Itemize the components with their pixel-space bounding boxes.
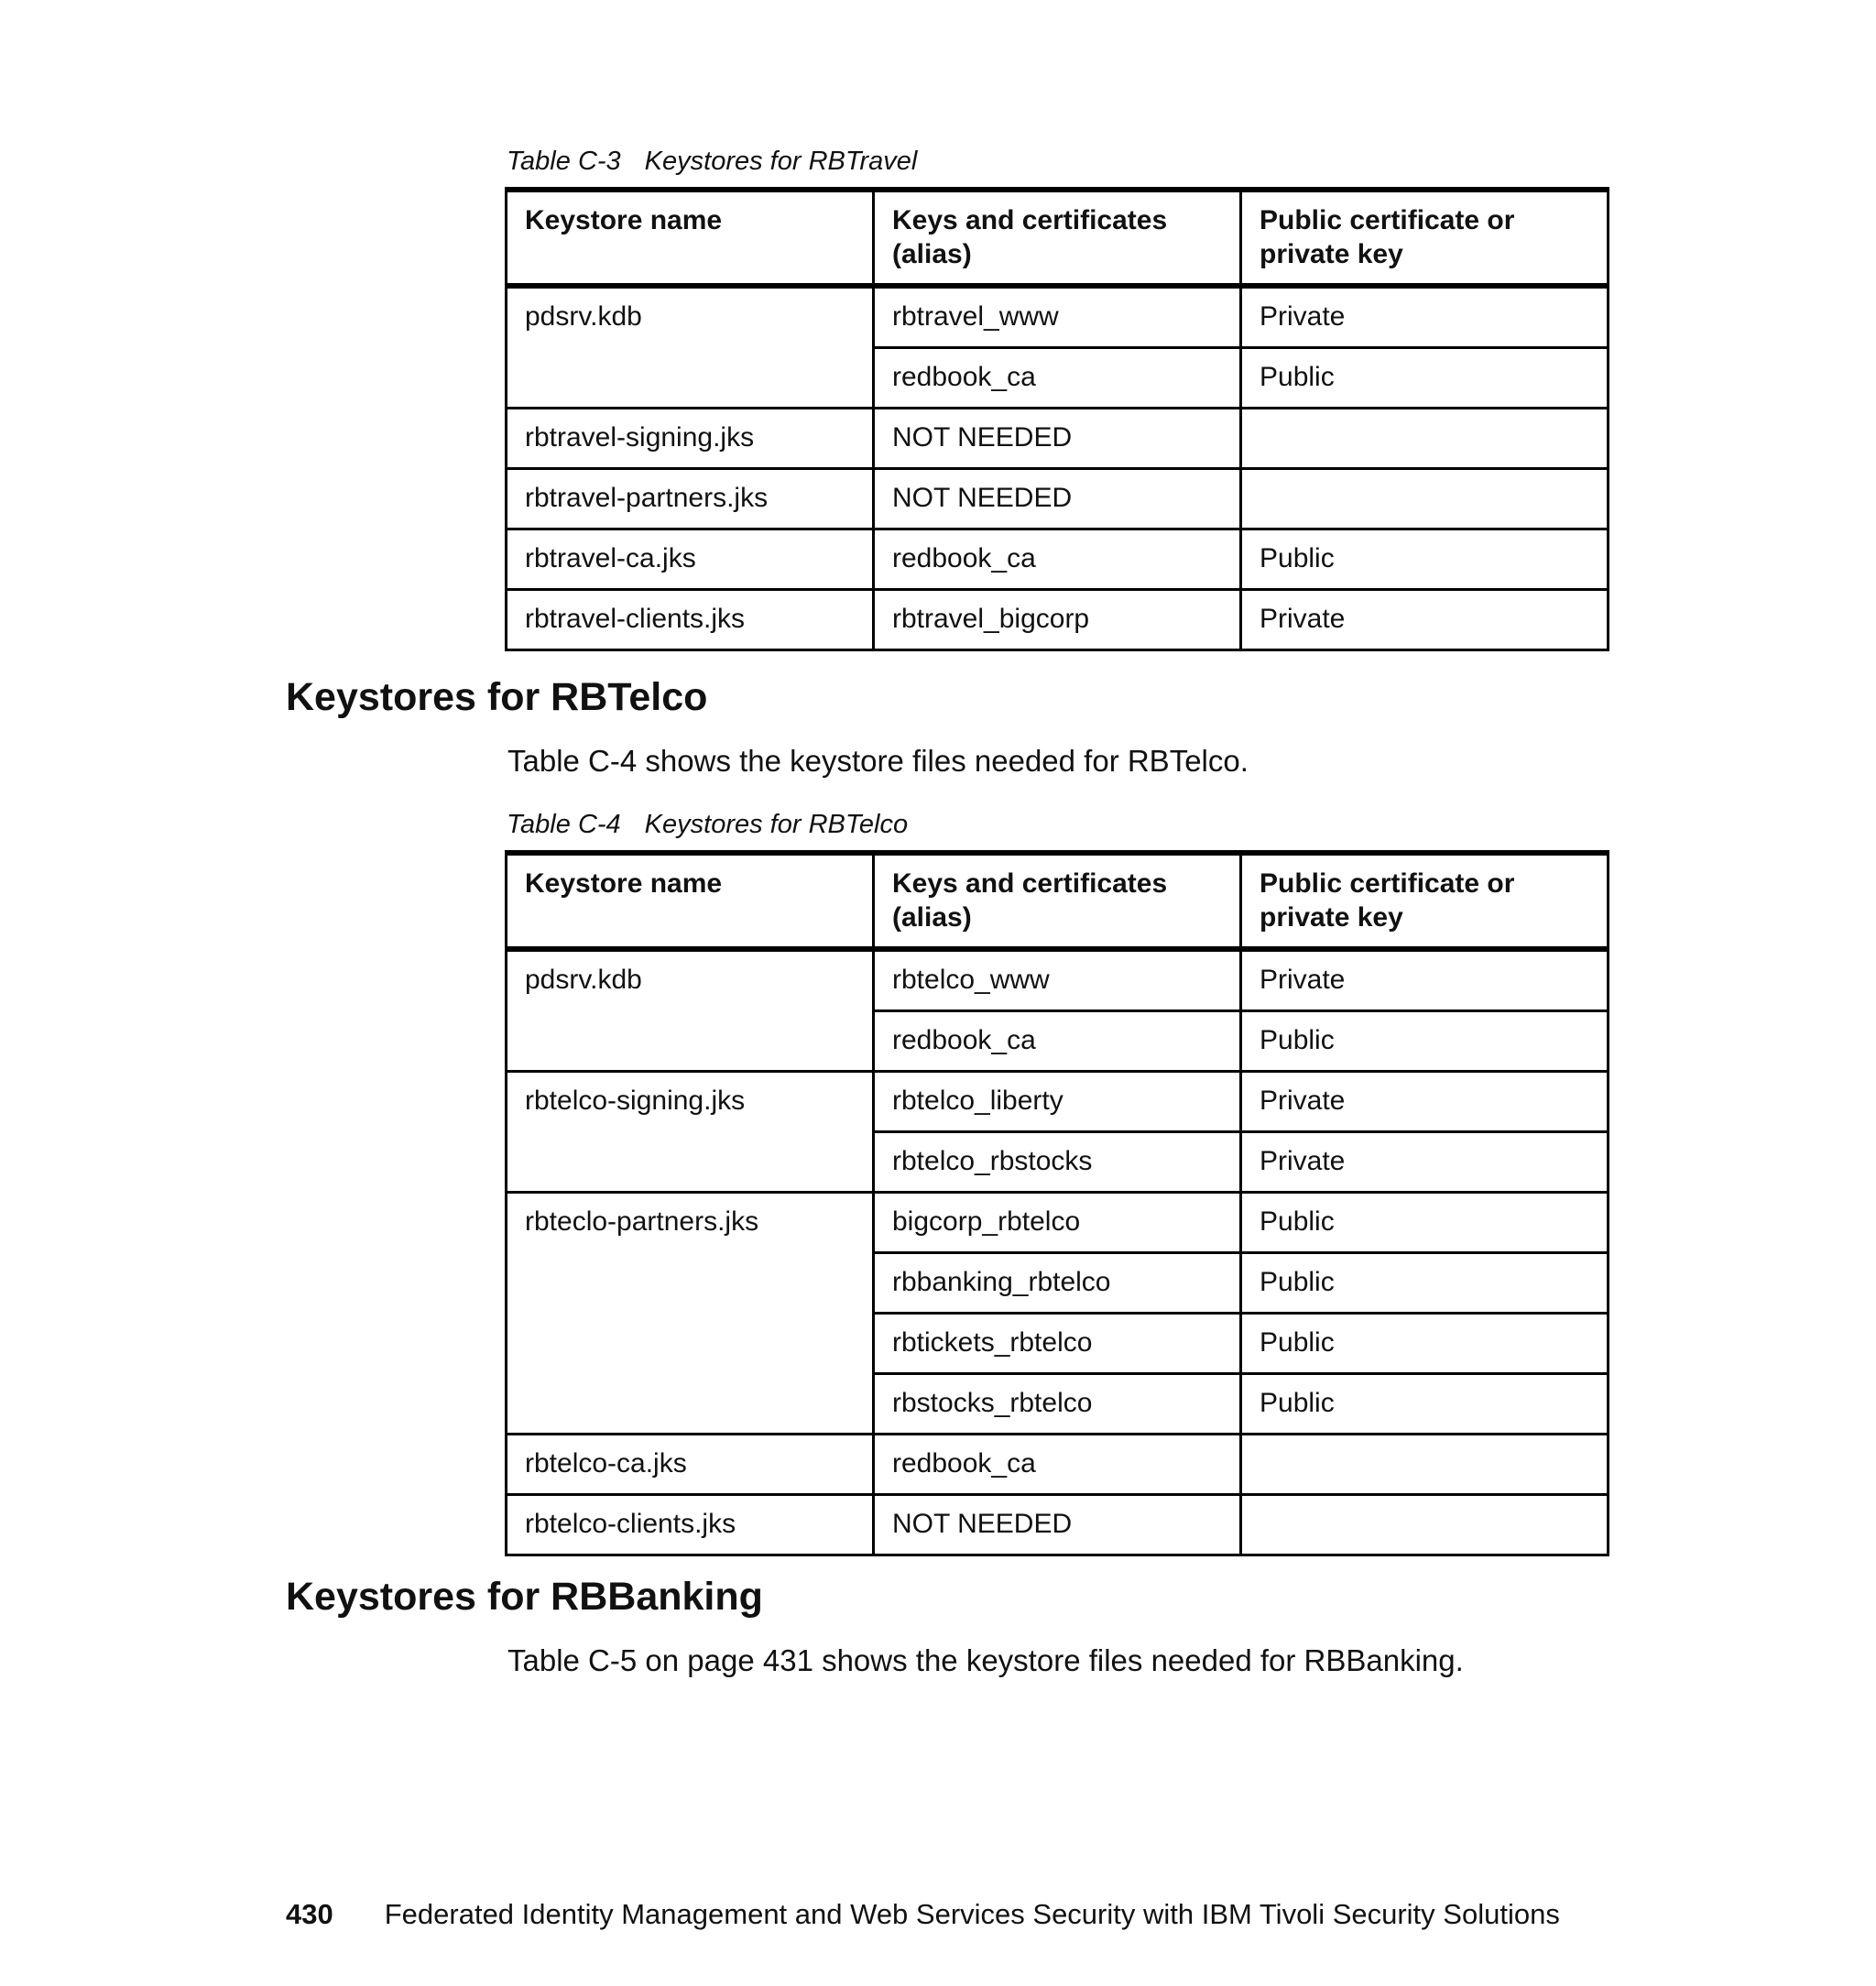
table-row — [507, 469, 1609, 529]
alias-cell: NOT NEEDED — [874, 409, 1241, 469]
alias-cell: rbtickets_rbtelco — [874, 1314, 1241, 1374]
key-type-cell — [1241, 409, 1609, 469]
column-header-keys-and-certificates: Keys and certificates (alias) — [874, 853, 1241, 949]
key-type-cell: Private — [1241, 286, 1609, 348]
table-header-row — [507, 853, 1609, 949]
table-row — [507, 949, 1609, 1011]
table-row — [507, 590, 1609, 650]
table-caption-c4 — [507, 810, 908, 840]
key-type-cell: Private — [1241, 1072, 1609, 1132]
keystore-name-cell: rbtravel-signing.jks — [507, 409, 874, 469]
alias-cell: redbook_ca — [874, 348, 1241, 409]
key-type-cell: Public — [1241, 529, 1609, 590]
key-type-cell — [1241, 1495, 1609, 1555]
keystore-name-cell: rbteclo-partners.jks — [507, 1193, 874, 1435]
alias-cell: rbtravel_bigcorp — [874, 590, 1241, 650]
alias-cell: NOT NEEDED — [874, 1495, 1241, 1555]
column-header-keys-and-certificates: Keys and certificates (alias) — [874, 190, 1241, 286]
key-type-cell: Private — [1241, 1132, 1609, 1193]
key-type-cell: Public — [1241, 1193, 1609, 1253]
table-row — [507, 1435, 1609, 1495]
table-row — [507, 1193, 1609, 1253]
table-row — [507, 529, 1609, 590]
table-header-row — [507, 190, 1609, 286]
key-type-cell: Public — [1241, 1253, 1609, 1314]
column-header-keystore-name: Keystore name — [507, 190, 874, 286]
keystore-name-cell: rbtelco-clients.jks — [507, 1495, 874, 1555]
page-footer — [286, 1898, 1560, 1931]
page-number: 430 — [286, 1898, 333, 1930]
alias-cell: rbtelco_liberty — [874, 1072, 1241, 1132]
table-row — [507, 1495, 1609, 1555]
column-header-keystore-name: Keystore name — [507, 853, 874, 949]
alias-cell: redbook_ca — [874, 529, 1241, 590]
alias-cell: redbook_ca — [874, 1435, 1241, 1495]
alias-cell: bigcorp_rbtelco — [874, 1193, 1241, 1253]
book-title: Federated Identity Management and Web Services Security with IBM Tivoli Security Solutions — [384, 1898, 1560, 1930]
key-type-cell — [1241, 1435, 1609, 1495]
key-type-cell: Private — [1241, 590, 1609, 650]
key-type-cell: Public — [1241, 1314, 1609, 1374]
alias-cell: rbbanking_rbtelco — [874, 1253, 1241, 1314]
keystore-name-cell: rbtelco-ca.jks — [507, 1435, 874, 1495]
table-row — [507, 286, 1609, 348]
section-heading-rbbanking: Keystores for RBBanking — [286, 1575, 763, 1619]
alias-cell: rbtelco_www — [874, 949, 1241, 1011]
table-row — [507, 1072, 1609, 1132]
section-body-rbtelco: Table C-4 shows the keystore files needed for RBTelco. — [507, 744, 1249, 778]
keystore-name-cell: pdsrv.kdb — [507, 949, 874, 1072]
keystore-name-cell: rbtravel-ca.jks — [507, 529, 874, 590]
table-caption-title: Keystores for RBTelco — [644, 810, 909, 839]
key-type-cell — [1241, 469, 1609, 529]
key-type-cell: Public — [1241, 348, 1609, 409]
keystore-name-cell: rbtravel-partners.jks — [507, 469, 874, 529]
table-row — [507, 409, 1609, 469]
table-caption-c3 — [507, 147, 917, 177]
column-header-public-or-private: Public certificate or private key — [1241, 853, 1609, 949]
key-type-cell: Private — [1241, 949, 1609, 1011]
alias-cell: redbook_ca — [874, 1011, 1241, 1072]
section-heading-rbtelco: Keystores for RBTelco — [286, 675, 708, 719]
keystore-name-cell: pdsrv.kdb — [507, 286, 874, 409]
key-type-cell: Public — [1241, 1374, 1609, 1435]
keystore-name-cell: rbtravel-clients.jks — [507, 590, 874, 650]
alias-cell: rbtravel_www — [874, 286, 1241, 348]
section-body-rbbanking: Table C-5 on page 431 shows the keystore files needed for RBBanking. — [507, 1643, 1464, 1677]
table-caption-number: Table C-4 — [507, 810, 621, 839]
keystores-table-rbtelco — [505, 850, 1609, 1556]
alias-cell: rbtelco_rbstocks — [874, 1132, 1241, 1193]
alias-cell: rbstocks_rbtelco — [874, 1374, 1241, 1435]
table-caption-number: Table C-3 — [507, 147, 621, 176]
table-caption-title: Keystores for RBTravel — [644, 147, 918, 176]
keystores-table-rbtravel — [505, 187, 1609, 651]
keystore-name-cell: rbtelco-signing.jks — [507, 1072, 874, 1193]
column-header-public-or-private: Public certificate or private key — [1241, 190, 1609, 286]
key-type-cell: Public — [1241, 1011, 1609, 1072]
alias-cell: NOT NEEDED — [874, 469, 1241, 529]
